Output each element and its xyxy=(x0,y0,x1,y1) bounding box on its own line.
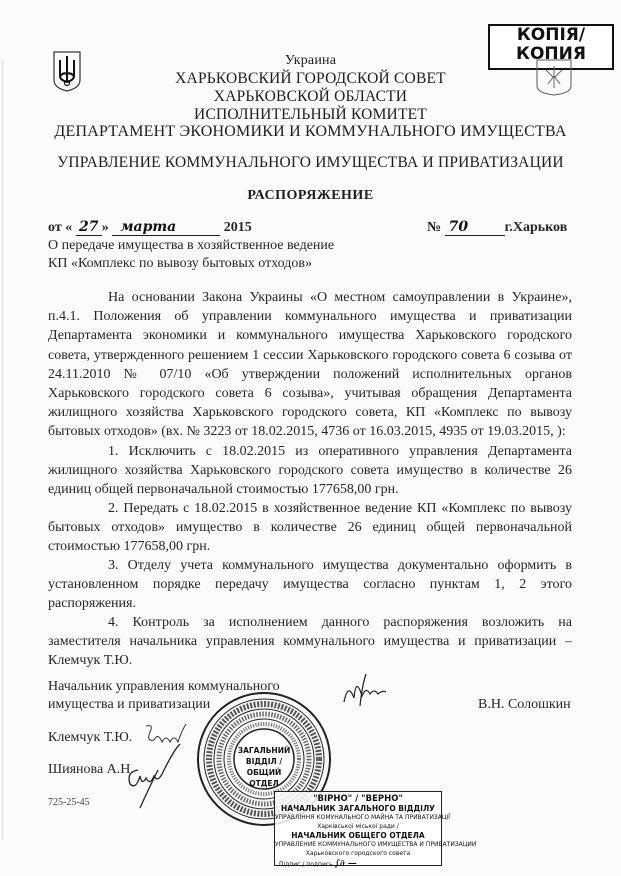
verify-stamp-line4: Харківської міської ради / xyxy=(317,823,399,830)
verify-stamp-line6: УПРАВЛЕНИЕ КОММУНАЛЬНОГО ИМУЩЕСТВА И ПРИВАТИЗАЦИИ xyxy=(275,841,477,848)
verify-stamp-sign-label: Підпис / подпись xyxy=(279,861,333,868)
preamble-paragraph: На основании Закона Украины «О местном самоуправлении в Украине», п.4.1. Положения об управлении коммунального имущества и приватизации Департамента экономики и коммунального имущества Харьковского городского совета, утвержденного решением 1 сессии Харьковского городского совета 6 созыва от 24.11.2010 № 07/10 «Об утверждении положений исполнительных органов Харьковского городского совета 6 созыва», учитывая обращения Департамента жилищного хозяйства Харьковского городского совета, КП «Комплекс по вывозу бытовых отходов» (вх. № 3223 от 18.02.2015, 4736 от 16.03.2015, 4935 от 19.03.2015, ): xyxy=(48,290,572,440)
signatory-name: В.Н. Солошкин xyxy=(478,697,571,712)
header-directorate: УПРАВЛЕНИЕ КОММУНАЛЬНОГО ИМУЩЕСТВА И ПРИВАТИЗАЦИИ xyxy=(57,154,564,171)
verify-stamp-signature-icon: ∫∂ — xyxy=(334,859,357,869)
approver-1: Клемчук Т.Ю. xyxy=(48,730,133,745)
round-stamp-center xyxy=(234,745,294,789)
date-line xyxy=(48,219,252,236)
signatory-position-line1: Начальник управления коммунального xyxy=(48,679,280,694)
verify-stamp-line7: Харьковского городского совета xyxy=(305,850,411,857)
order-item-4: 4. Контроль за исполнением данного распоряжения возложить на заместителя начальника управления коммунального имущества и приватизации – Клемчук Т.Ю. xyxy=(48,615,572,669)
handwritten-signature-icon xyxy=(340,672,390,712)
date-year: 2015 xyxy=(223,220,252,235)
approver-2: Шиянова А.Н. xyxy=(48,762,134,777)
date-prefix: от « xyxy=(48,220,73,235)
order-item-3: 3. Отделу учета коммунального имущества документально оформить в установленном порядке передачу имущества согласно пунктам 1, 2 этого распоряжения. xyxy=(48,558,572,612)
order-item-2: 2. Передать с 18.02.2015 в хозяйственное ведение КП «Комплекс по вывозу бытовых отходов» имущество в количестве 26 единиц общей первоначальной стоимостью 177658,00 грн. xyxy=(48,501,572,555)
header-country: Украина xyxy=(284,53,337,68)
verify-stamp-line3: УПРАВЛІННЯ КОМУНАЛЬНОГО МАЙНА ТА ПРИВАТИЗАЦІЇ xyxy=(275,814,451,821)
copy-stamp-line1: КОПІЯ/ xyxy=(516,25,586,45)
copy-stamp-line2: КОПИЯ xyxy=(516,44,586,64)
verify-stamp-line1: "ВІРНО" / "ВЕРНО" xyxy=(313,794,403,804)
scan-margin-line xyxy=(2,60,3,840)
document-type-title: РАСПОРЯЖЕНИЕ xyxy=(247,188,374,203)
verification-stamp xyxy=(274,791,477,869)
subject-line2: КП «Комплекс по вывозу бытовых отходов» xyxy=(48,256,313,271)
number-label: № xyxy=(427,220,442,235)
approver-2-signature-icon xyxy=(118,740,188,810)
verify-stamp-line2: НАЧАЛЬНИК ЗАГАЛЬНОГО ВІДДІЛУ xyxy=(281,804,435,813)
date-mid: » xyxy=(101,220,109,235)
verify-stamp-sign-row xyxy=(275,860,441,869)
city: г.Харьков xyxy=(504,220,568,235)
header-region: ХАРЬКОВСКОЙ ОБЛАСТИ xyxy=(213,88,408,105)
header-committee: ИСПОЛНИТЕЛЬНЫЙ КОМИТЕТ xyxy=(194,106,427,123)
date-day: 27 xyxy=(76,219,102,236)
number-city-line xyxy=(427,219,567,236)
signatory-position-line2: имущества и приватизации xyxy=(48,697,211,712)
contact-phone: 725-25-45 xyxy=(48,797,90,808)
round-stamp-line1: ЗАГАЛЬНИЙ xyxy=(237,746,291,755)
document-number: 70 xyxy=(445,219,505,236)
header-council: ХАРЬКОВСКИЙ ГОРОДСКОЙ СОВЕТ xyxy=(175,70,446,87)
verify-stamp-line5: НАЧАЛЬНИК ОБЩЕГО ОТДЕЛА xyxy=(291,831,425,840)
subject-line1: О передаче имущества в хозяйственное ведение xyxy=(48,238,335,253)
round-stamp-line3: ОБЩИЙ ОТДЕЛ xyxy=(246,768,282,788)
date-month: марта xyxy=(112,219,220,236)
round-stamp-line2: ВІДДІЛ / xyxy=(245,757,283,766)
order-item-1: 1. Исключить с 18.02.2015 из оперативного управления Департамента жилищного хозяйства Харьковского городского совета имущество в количестве 26 единиц общей первоначальной стоимостью 177658,00 грн. xyxy=(48,444,572,498)
header-department: ДЕПАРТАМЕНТ ЭКОНОМИКИ И КОММУНАЛЬНОГО ИМУЩЕСТВА xyxy=(54,123,567,140)
